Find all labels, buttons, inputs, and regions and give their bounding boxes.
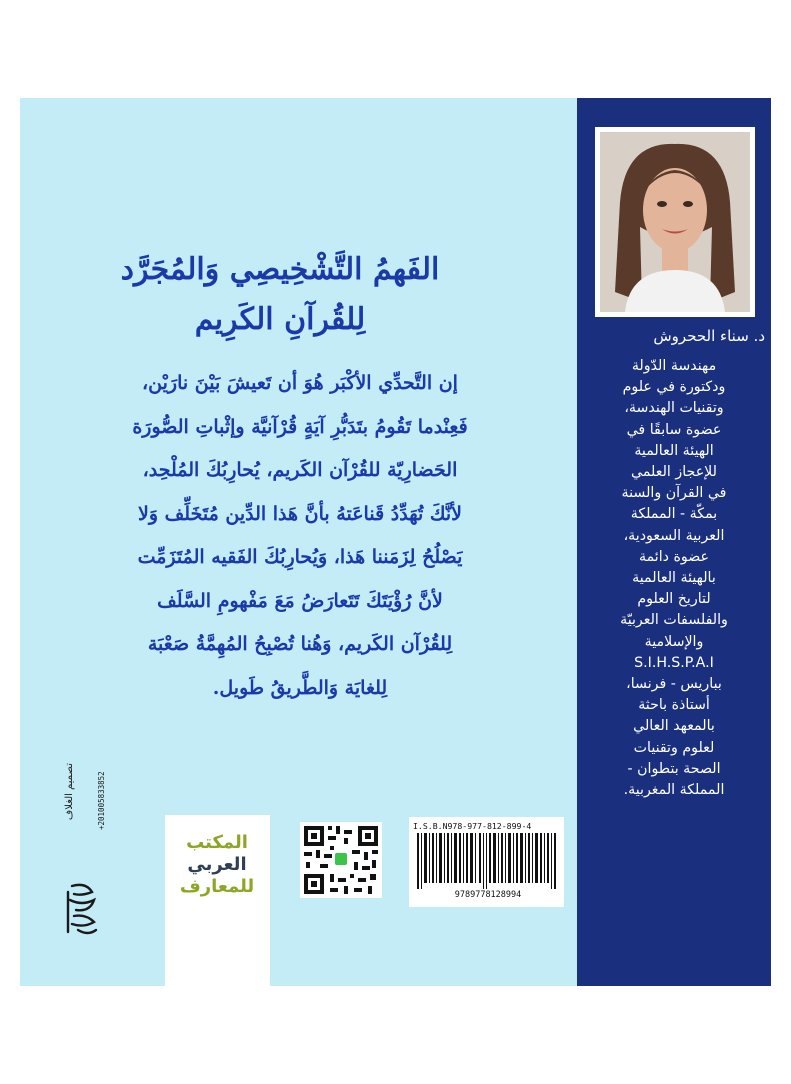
designer-credit: تصميم الغلاف [64, 763, 75, 821]
blurb-line: لأنَّكَ تُهَدِّدُ قَناعَتهُ بأنَّ هَذا الدِّين مُتَخَلِّف وَلا [137, 502, 463, 525]
qr-code-icon[interactable] [300, 822, 382, 898]
bio-line: بمكّة - المملكة [630, 506, 718, 523]
publisher-logo-line: المكتب [186, 832, 248, 853]
blurb-text [40, 362, 560, 710]
author-photo-frame [595, 127, 755, 317]
bio-line: أستاذة باحثة [638, 697, 710, 714]
bio-line: لتاريخ العلوم [637, 591, 711, 608]
author-name: د. سناء الححروش [653, 327, 765, 345]
bio-line: في القرآن والسنة [621, 485, 727, 502]
author-bio [583, 356, 765, 801]
bio-line: بالمعهد العالي [633, 718, 715, 735]
bio-line: عضوة سابقًا في [626, 421, 722, 438]
isbn-label: I.S.B.N978-977-812-899-4 [413, 821, 532, 831]
title-line: لِلقُرآنِ الكَرِيم [194, 302, 366, 337]
publisher-logo-line: للمعارف [179, 876, 255, 897]
bio-line: مهندسة الدّولة [631, 358, 717, 374]
bio-line: والفلسفات العربيّة [620, 612, 728, 629]
bio-line: لعلوم وتقنيات [633, 739, 715, 756]
isbn-digits: 9789778128994 [454, 890, 522, 900]
bio-line: عضوة دائمة [638, 548, 710, 565]
barcode-icon [413, 833, 561, 889]
bio-line: المملكة المغربية. [623, 782, 725, 799]
blurb-line: لأنَّ رُؤْيَتَكَ تَتَعارَضُ مَعَ مَفْهومِ السَّلَف [157, 589, 443, 612]
blurb-line: لِلقُرْآن الكَريم، وَهُنا تُصْبِحُ المُهِمَّةُ صَعْبَة [147, 633, 453, 655]
author-photo [600, 132, 750, 312]
bio-line: والإسلامية [644, 633, 704, 650]
bio-line: وتقنيات الهندسة، [624, 400, 724, 417]
publisher-logo-line: العربي [187, 854, 247, 875]
blurb-line: يَصْلُحُ لِزَمَننا هَذا، وَيُحارِبُكَ الفَقيه المُتَزَمِّت [137, 546, 463, 568]
bio-line: للإعجاز العلمي [631, 464, 717, 481]
designer-signature-icon [64, 880, 102, 940]
blurb-line: إن التَّحدِّي الأكْبَر هُوَ أن تَعيشَ بَيْنَ نارَيْن، [142, 372, 458, 394]
blurb-line: لِلغايَة وَالطَّريقُ طَويل. [212, 676, 388, 699]
title-line: الفَهمُ التَّشْخِيصِي وَالمُجَرَّد [120, 252, 440, 287]
portrait-illustration [600, 132, 750, 312]
bio-line: ودكتورة في علوم [622, 379, 726, 396]
bio-line: العربية السعودية، [623, 527, 725, 544]
bio-line: الصحة بتطوان - [627, 760, 721, 777]
blurb-line: الحَضارِيّة للقُرْآن الكَريم، يُحارِبُكَ المُلْحِد، [142, 459, 458, 481]
bio-line: S.I.H.S.P.A.I [634, 654, 714, 671]
designer-phone: +201005833852 [97, 771, 106, 830]
publisher-logo [175, 828, 259, 898]
bio-line: الهيئة العالمية [634, 442, 714, 459]
bio-line: بالهيئة العالمية [632, 570, 716, 587]
blurb-line: فَعِنْدما تَقُومُ بتَدَبُّرِ آيَةٍ قُرْآنيَّة وإثْباتِ الصُّورَة [132, 415, 468, 438]
bio-line: بباريس - فرنسا، [626, 676, 722, 693]
book-title [20, 245, 540, 345]
